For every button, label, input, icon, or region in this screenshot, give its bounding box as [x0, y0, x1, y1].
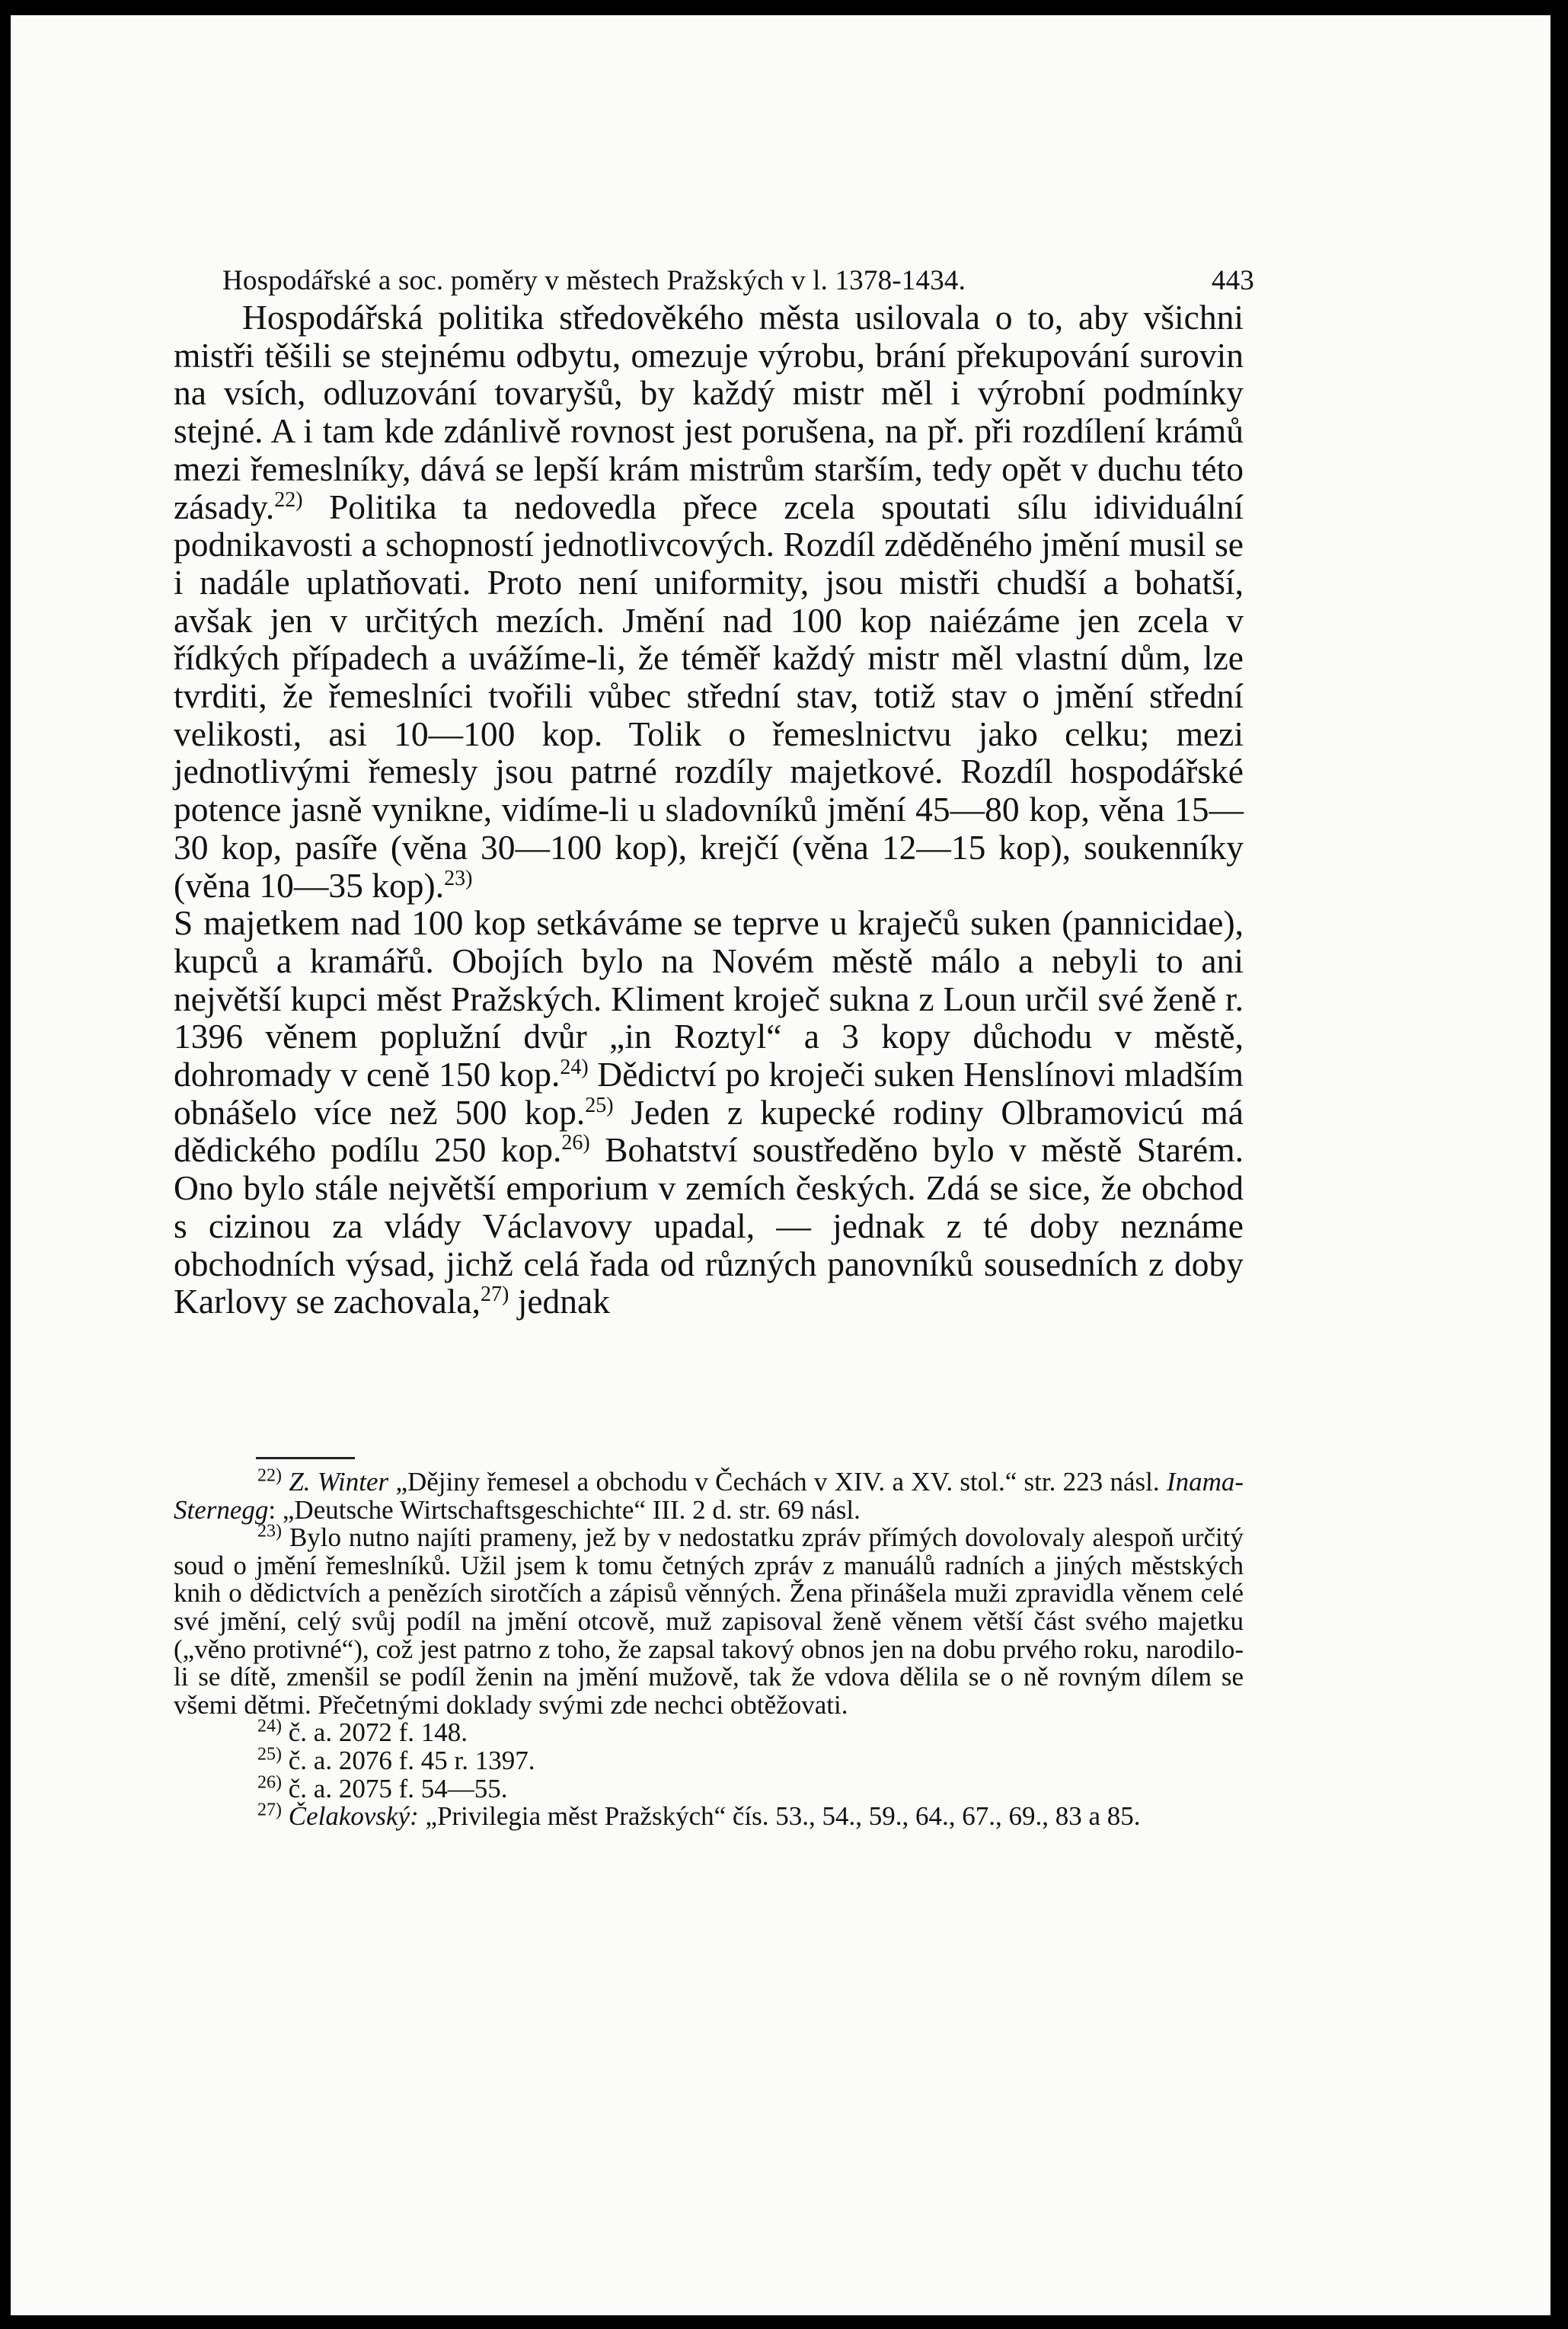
- footnote-22-author-2: Inama-Sternegg: [174, 1467, 1244, 1525]
- footnote-ref-25: 25): [585, 1093, 614, 1117]
- paragraph-2: [174, 904, 1244, 1321]
- footnote-25-text: č. a. 2076 f. 45 r. 1397.: [288, 1745, 535, 1775]
- paragraph-1-text-b: Politika ta nedovedla přece zcela spoutati sílu idividuální podnikavosti a schopností jednotlivcových. Rozdíl zděděného jmění musil se i nadále uplatňovati. Proto není uniformity, jsou mistři chudší a bohatší, avšak jen v určitých mezích. Jmění nad 100 kop naiézáme jen zcela v řídkých případech a uvážíme-li, že téměř každý mistr měl vlastní dům, lze tvrditi, že řemeslníci tvořili vůbec střední stav, totiž stav o jmění střední velikosti, asi 10—100 kop. Tolik o řemeslnictvu jako celku; mezi jednotlivými řemesly jsou patrné rozdíly majetkové. Rozdíl hospodářské potence jasně vynikne, vidíme-li u sladovníků jmění 45—80 kop, věna 15—30 kop, pasíře (věna 30—100 kop), krejčí (věna 12—15 kop), soukenníky (věna 10—35 kop).: [174, 487, 1244, 905]
- footnote-24-mark: 24): [257, 1716, 282, 1736]
- footnote-25: [174, 1744, 1244, 1775]
- running-title: Hospodářské a soc. poměry v městech Pražských v l. 1378-1434.: [222, 265, 966, 296]
- footnote-26-mark: 26): [257, 1772, 282, 1792]
- footnote-27-text: „Privilegia měst Pražských“ čís. 53., 54., 59., 64., 67., 69., 83 a 85.: [418, 1801, 1141, 1832]
- paragraph-2-text-c: Jeden z kupecké rodiny Olbramovicú má dědického podílu 250 kop.: [174, 1092, 1244, 1170]
- footnote-24-text: č. a. 2072 f. 148.: [288, 1717, 468, 1748]
- paragraph-1: [174, 299, 1244, 904]
- footnote-ref-26: 26): [561, 1131, 590, 1155]
- footnote-ref-22: 22): [274, 487, 303, 512]
- page-number: 443: [1211, 265, 1254, 296]
- paragraph-2-text-e: jednak: [509, 1282, 610, 1321]
- footnote-27-mark: 27): [257, 1800, 282, 1820]
- footnote-27-author: Čelakovský:: [288, 1801, 419, 1832]
- footnote-22-text-a: „Dějiny řemesel a obchodu v Čechách v XIV. a XV. stol.“ str. 223 násl.: [388, 1467, 1167, 1497]
- footnote-22-mark: 22): [257, 1465, 282, 1486]
- main-text: [174, 299, 1244, 1321]
- footnote-ref-23: 23): [444, 866, 473, 890]
- footnote-divider: [256, 1457, 355, 1459]
- footnote-23-text: Bylo nutno najíti prameny, jež by v nedostatku zpráv přímých dovolovaly alespoň určitý soud o jmění řemeslníků. Užil jsem k tomu četných zpráv z manuálů radních a jiných městských knih o dědictvích a penězích sirotčích a zápisů věnných. Žena přinášela muži zpravidla věnem celé své jmění, celý svůj podíl na jmění otcově, muž zapisoval ženě věnem větší část svého majetku („věno protivné“), což jest patrno z toho, že zapsal takový obnos jen na dobu prvého roku, narodilo-li se dítě, zmenšil se podíl ženin na jmění mužově, tak že vdova dělila se o ně rovným dílem se všemi dětmi. Přečetnými doklady svými zde nechci obtěžovati.: [174, 1522, 1244, 1720]
- footnote-ref-27: 27): [481, 1283, 509, 1307]
- footnote-ref-24: 24): [560, 1055, 589, 1079]
- footnote-22: [174, 1465, 1244, 1525]
- footnote-23-mark: 23): [257, 1521, 282, 1541]
- paragraph-2-text-b: Dědictví po kroječi suken Henslínovi mladším obnášelo více než 500 kop.: [174, 1055, 1244, 1132]
- paragraph-1-text-a: Hospodářská politika středověkého města usilovala o to, aby všichni mistři těšili se stejnému odbytu, omezuje výrobu, brání překupování surovin na vsích, odluzování tovaryšů, by každý mistr měl i výrobní podmínky stejné. A i tam kde zdánlivě rovnost jest porušena, na př. při rozdílení krámů mezi řemeslníky, dává se lepší krám mistrům starším, tedy opět v duchu této zásady.: [174, 298, 1244, 526]
- footnote-24: [174, 1716, 1244, 1748]
- paragraph-2-text-a: S majetkem nad 100 kop setkáváme se teprve u kraječů suken (pannicidae), kupců a kramářů. Obojích bylo na Novém městě málo a nebyli to ani největší kupci měst Pražských. Kliment kroječ sukna z Loun určil své ženě r. 1396 věnem poplužní dvůr „in Roztyl“ a 3 kopy důchodu v městě, dohromady v ceně 150 kop.: [174, 903, 1244, 1094]
- footnote-22-author: Z. Winter: [289, 1467, 389, 1497]
- footnote-25-mark: 25): [257, 1744, 282, 1765]
- footnote-22-text-b: : „Deutsche Wirtschaftsgeschichte“ III. 2 d. str. 69 násl.: [268, 1494, 861, 1525]
- footnote-27: [174, 1800, 1244, 1832]
- paragraph-2-text-d: Bohatství soustředěno bylo v městě Starém. Ono bylo stále největší emporium v zemích českých. Zdá se sice, že obchod s cizinou za vlády Václavovy upadal, — jednak z té doby neznáme obchodních výsad, jichž celá řada od různých panovníků sousedních z doby Karlovy se zachovala,: [174, 1130, 1244, 1321]
- footnote-23: [174, 1521, 1244, 1720]
- running-header: [222, 264, 1254, 298]
- footnote-26-text: č. a. 2075 f. 54—55.: [288, 1773, 508, 1803]
- footnote-26: [174, 1772, 1244, 1803]
- footnotes: [174, 1465, 1244, 1832]
